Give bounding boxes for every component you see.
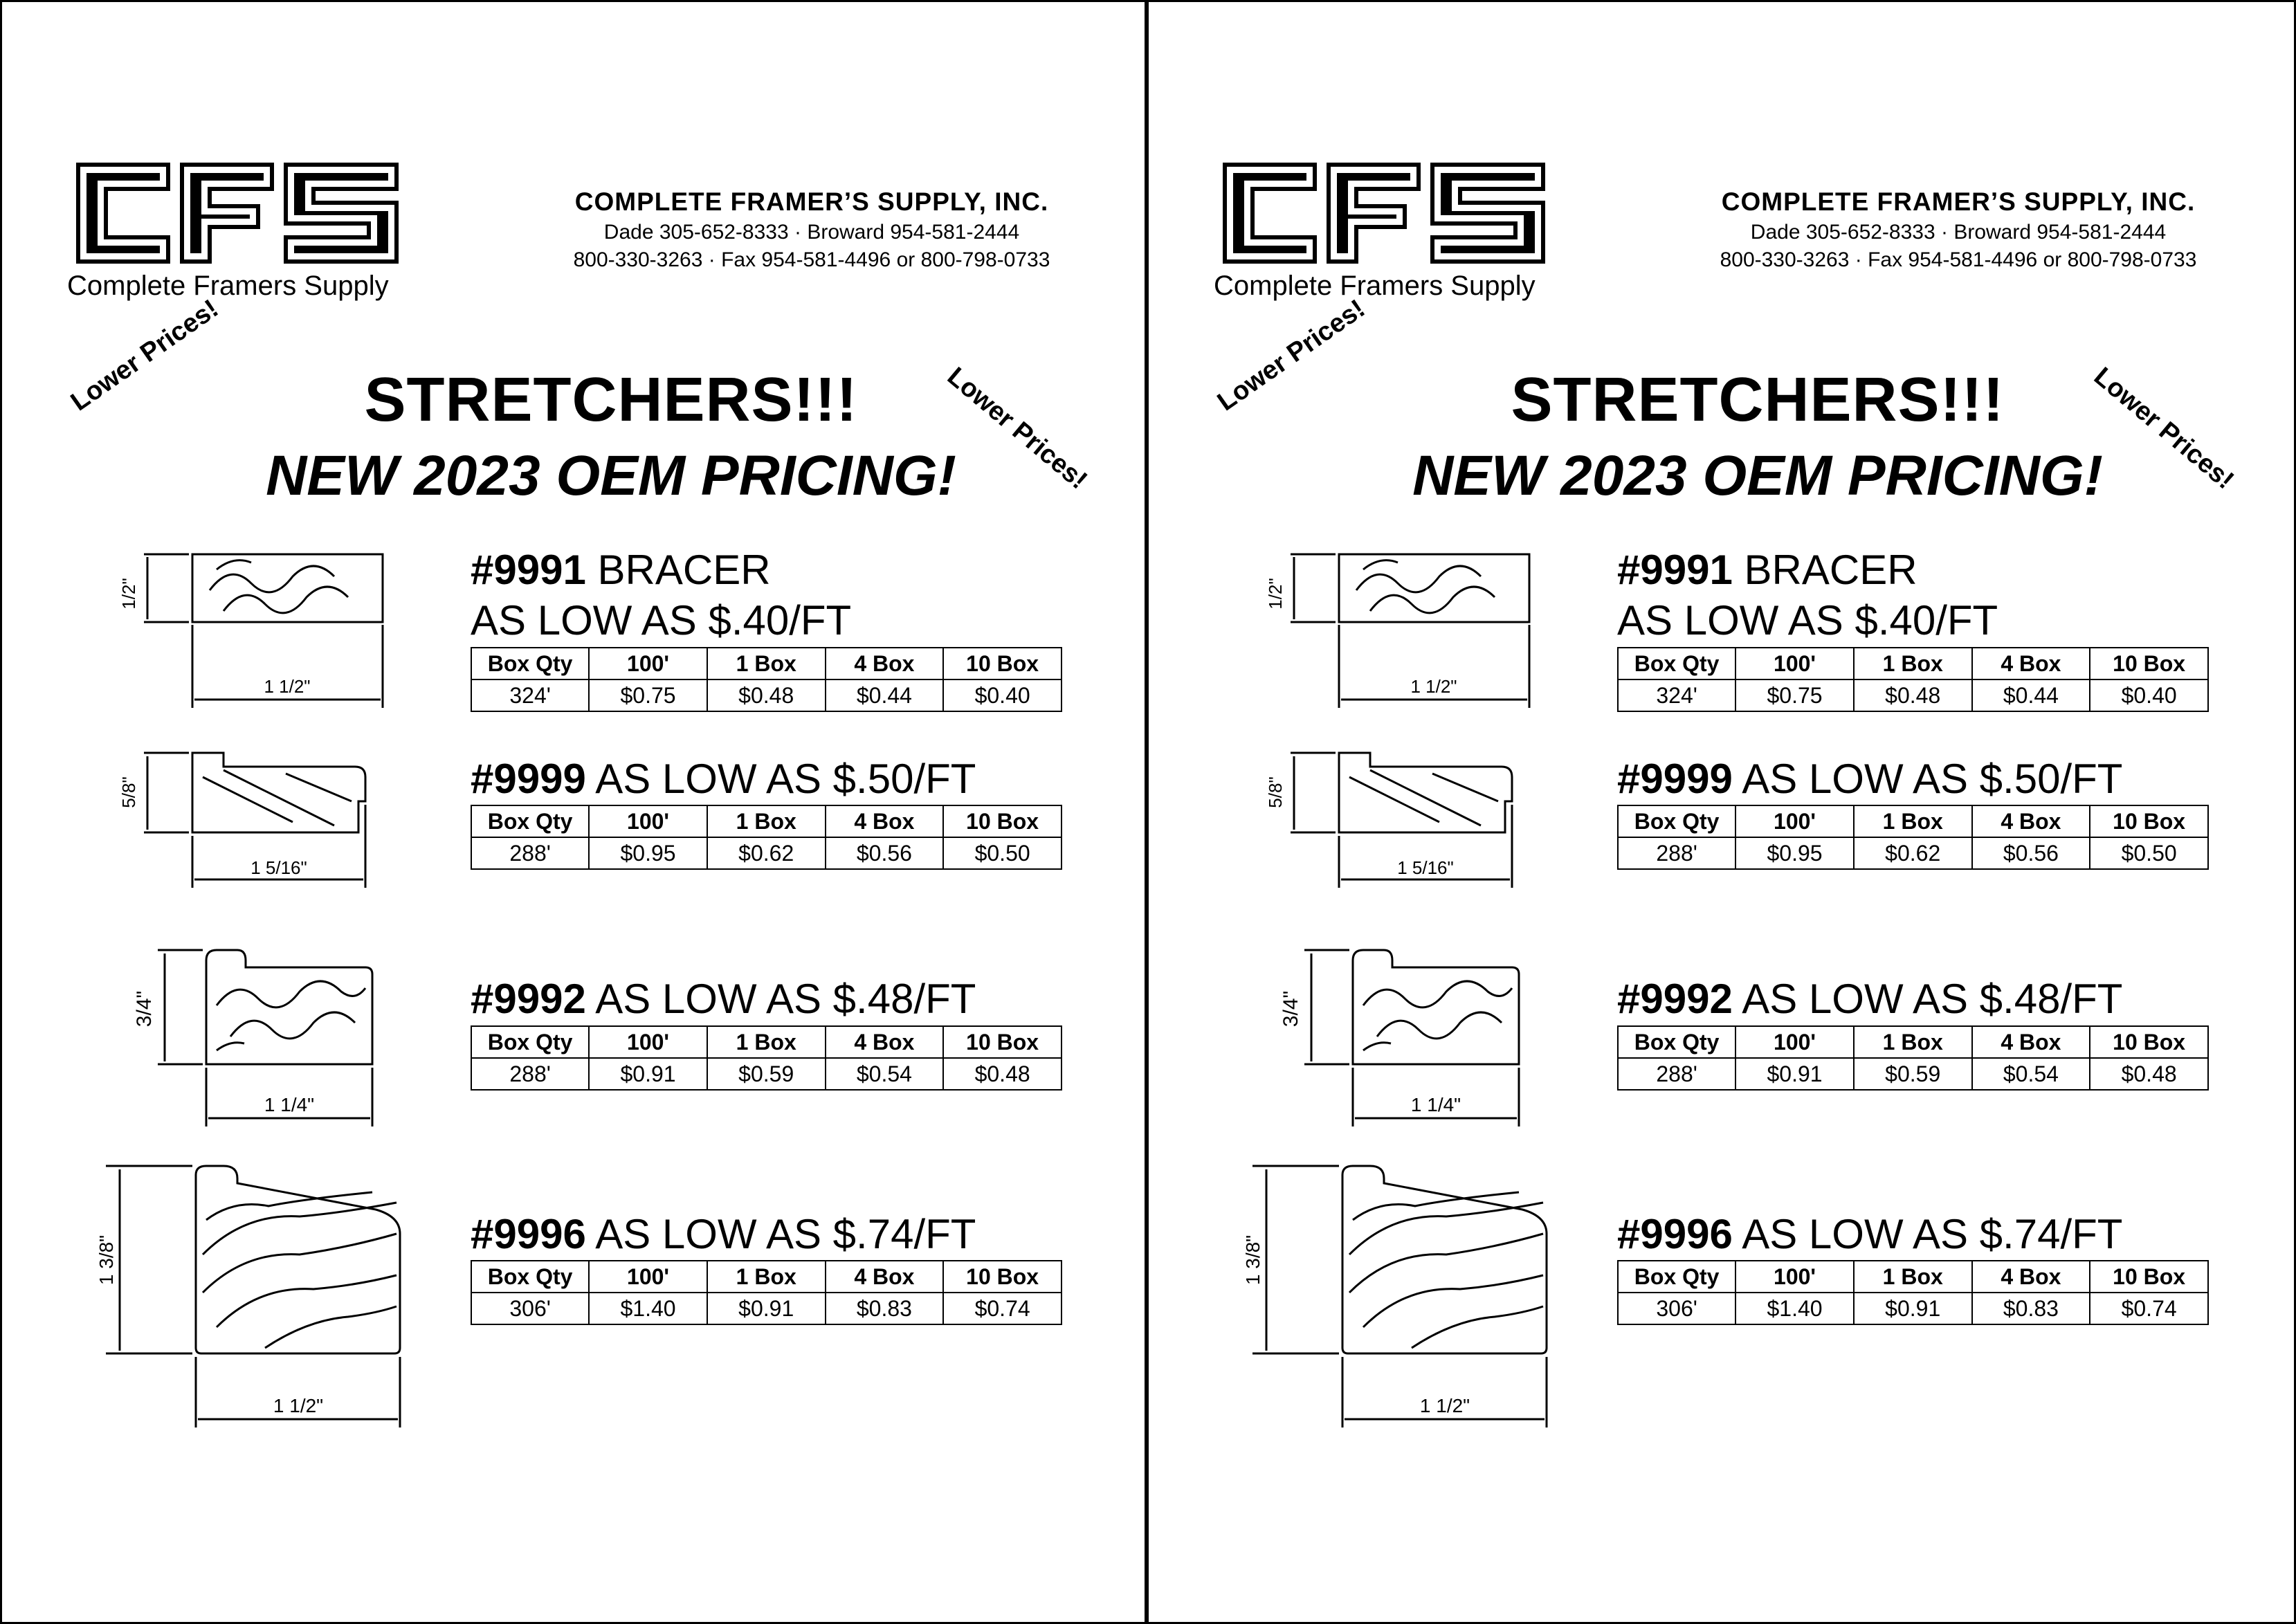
logo-caption: Complete Framers Supply (1214, 271, 1536, 301)
table-header-row (471, 1261, 1062, 1293)
table-header-cell: Box Qty (471, 1026, 589, 1058)
table-header-row (471, 1026, 1062, 1058)
item-9992-title (1617, 974, 2122, 1024)
table-header-cell: 1 Box (1854, 1261, 1972, 1293)
table-header-cell: 100' (1735, 1261, 1854, 1293)
table-cell: $0.91 (1735, 1058, 1854, 1090)
table-cell: $0.48 (2090, 1058, 2208, 1090)
width-label-9999: 1 5/16" (250, 857, 307, 878)
table-cell: 324' (1618, 679, 1735, 711)
profile-9991-diagram (1259, 542, 1550, 715)
table-cell: $0.50 (2090, 837, 2208, 869)
table-cell: $0.56 (826, 837, 944, 869)
company-info (1716, 188, 2201, 272)
table-header-row (1618, 1261, 2208, 1293)
item-title-rest: BRACER (1732, 547, 1917, 593)
table-header-cell: 100' (1735, 648, 1854, 679)
table-cell: $0.95 (589, 837, 707, 869)
table-header-cell: 100' (589, 648, 707, 679)
table-cell: $0.91 (1854, 1293, 1972, 1324)
item-9991-price-line: AS LOW AS $.40/FT (1617, 597, 1998, 644)
profile-9999-diagram (1259, 736, 1550, 895)
price-table-9991 (471, 647, 1062, 712)
table-header-cell: 4 Box (1972, 805, 2090, 837)
table-header-cell: 100' (589, 805, 707, 837)
item-number: #9999 (471, 756, 586, 802)
item-9999-title (1617, 754, 2122, 804)
height-label-9999: 5/8" (1265, 776, 1286, 808)
headline-stretchers: STRETCHERS!!! (364, 365, 858, 435)
item-9991-title (1617, 545, 1917, 595)
profile-9999-diagram (113, 736, 403, 895)
height-label-9996: 1 3/8" (1242, 1234, 1264, 1286)
table-header-cell: 10 Box (943, 1026, 1062, 1058)
item-9991-price-line: AS LOW AS $.40/FT (471, 597, 852, 644)
table-cell: $0.83 (826, 1293, 944, 1324)
item-number: #9996 (1617, 1211, 1733, 1257)
item-title-rest: AS LOW AS $.48/FT (585, 976, 976, 1022)
price-table-9992 (471, 1025, 1062, 1091)
table-header-cell: 10 Box (943, 805, 1062, 837)
company-info (570, 188, 1054, 272)
table-cell: $0.40 (2090, 679, 2208, 711)
table-header-cell: 10 Box (943, 1261, 1062, 1293)
height-label-9996: 1 3/8" (95, 1234, 117, 1286)
table-cell: $0.91 (707, 1293, 826, 1324)
flyer-page-right (1147, 0, 2296, 1624)
table-row (471, 1293, 1062, 1324)
table-header-row (1618, 1026, 2208, 1058)
table-header-cell: Box Qty (471, 648, 589, 679)
table-header-row (471, 648, 1062, 679)
table-cell: $0.75 (589, 679, 707, 711)
price-table-9992 (1617, 1025, 2209, 1091)
promo-lower-prices-right: Lower Prices! (2088, 362, 2239, 495)
table-header-cell: 4 Box (826, 805, 944, 837)
price-table-9996 (471, 1260, 1062, 1325)
table-cell: 324' (471, 679, 589, 711)
height-label-9992: 3/4" (1279, 990, 1302, 1028)
price-table-9996 (1617, 1260, 2209, 1325)
table-header-cell: 100' (1735, 1026, 1854, 1058)
table-header-cell: 4 Box (826, 1261, 944, 1293)
profile-9992-diagram (113, 940, 403, 1133)
cfs-logo (71, 158, 403, 268)
width-label-9991: 1 1/2" (1410, 676, 1457, 697)
table-header-cell: Box Qty (471, 805, 589, 837)
table-cell: $0.74 (943, 1293, 1062, 1324)
table-header-cell: 10 Box (2090, 1261, 2208, 1293)
height-label-9991: 1/2" (118, 578, 139, 610)
item-number: #9992 (471, 976, 586, 1022)
table-cell: $0.48 (1854, 679, 1972, 711)
width-label-9992: 1 1/4" (1410, 1094, 1461, 1115)
table-cell: $0.54 (826, 1058, 944, 1090)
table-cell: $0.44 (1972, 679, 2090, 711)
table-cell: $0.62 (1854, 837, 1972, 869)
table-header-cell: 10 Box (2090, 1026, 2208, 1058)
table-row (471, 679, 1062, 711)
cfs-logo (1218, 158, 1550, 268)
table-cell: $0.59 (707, 1058, 826, 1090)
headline (161, 362, 1061, 514)
table-header-row (1618, 805, 2208, 837)
table-header-cell: Box Qty (1618, 648, 1735, 679)
table-cell: $0.54 (1972, 1058, 2090, 1090)
promo-lower-prices-right: Lower Prices! (942, 362, 1093, 495)
company-name: COMPLETE FRAMER’S SUPPLY, INC. (1721, 188, 2196, 216)
item-9999-title (471, 754, 976, 804)
table-cell: $0.83 (1972, 1293, 2090, 1324)
item-title-rest: AS LOW AS $.74/FT (1732, 1211, 2123, 1257)
item-number: #9991 (471, 547, 586, 593)
table-header-cell: 1 Box (707, 648, 826, 679)
price-table-9991 (1617, 647, 2209, 712)
height-label-9999: 5/8" (118, 776, 139, 808)
promo-lower-prices-left: Lower Prices! (66, 294, 224, 417)
flyer-page-left (0, 0, 1147, 1624)
table-header-cell: 10 Box (2090, 648, 2208, 679)
width-label-9996: 1 1/2" (273, 1395, 324, 1416)
table-header-cell: 1 Box (707, 1026, 826, 1058)
item-9996-title (1617, 1210, 2122, 1259)
phone-line-1: Dade 305-652-8333 · Broward 954-581-2444 (1750, 221, 2167, 244)
profile-9991-diagram (113, 542, 403, 715)
width-label-9999: 1 5/16" (1397, 857, 1454, 878)
headline-oem-pricing: NEW 2023 OEM PRICING! (1412, 444, 2103, 507)
profile-9992-diagram (1259, 940, 1550, 1133)
table-cell: $0.74 (2090, 1293, 2208, 1324)
width-label-9991: 1 1/2" (264, 676, 311, 697)
price-table-9999 (1617, 805, 2209, 870)
table-header-cell: Box Qty (471, 1261, 589, 1293)
company-name: COMPLETE FRAMER’S SUPPLY, INC. (574, 188, 1049, 216)
table-header-cell: Box Qty (1618, 805, 1735, 837)
table-cell: $1.40 (589, 1293, 707, 1324)
table-cell: $0.95 (1735, 837, 1854, 869)
table-header-cell: 4 Box (1972, 1026, 2090, 1058)
promo-lower-prices-left: Lower Prices! (1212, 294, 1371, 417)
table-header-cell: 4 Box (826, 1026, 944, 1058)
table-row (1618, 1293, 2208, 1324)
item-title-rest: AS LOW AS $.50/FT (1732, 756, 2123, 802)
table-header-cell: 10 Box (943, 648, 1062, 679)
table-header-cell: 1 Box (1854, 805, 1972, 837)
item-title-rest: AS LOW AS $.48/FT (1732, 976, 2123, 1022)
table-header-cell: 100' (589, 1261, 707, 1293)
height-label-9992: 3/4" (133, 990, 156, 1028)
phone-line-2: 800-330-3263 · Fax 954-581-4496 or 800-798-0733 (573, 248, 1050, 271)
table-header-cell: 1 Box (1854, 1026, 1972, 1058)
table-header-cell: 1 Box (707, 805, 826, 837)
item-number: #9991 (1617, 547, 1733, 593)
table-cell: $0.56 (1972, 837, 2090, 869)
table-header-cell: 100' (589, 1026, 707, 1058)
headline-oem-pricing: NEW 2023 OEM PRICING! (266, 444, 956, 507)
table-header-row (471, 805, 1062, 837)
price-table-9999 (471, 805, 1062, 870)
item-9996-title (471, 1210, 976, 1259)
table-header-cell: 100' (1735, 805, 1854, 837)
table-cell: 288' (471, 1058, 589, 1090)
table-cell: 288' (1618, 837, 1735, 869)
item-number: #9992 (1617, 976, 1733, 1022)
table-cell: $0.59 (1854, 1058, 1972, 1090)
table-cell: 288' (1618, 1058, 1735, 1090)
width-label-9996: 1 1/2" (1419, 1395, 1470, 1416)
table-header-cell: 4 Box (1972, 648, 2090, 679)
item-9991-title (471, 545, 771, 595)
table-header-cell: 1 Box (1854, 648, 1972, 679)
table-row (1618, 1058, 2208, 1090)
table-header-cell: Box Qty (1618, 1026, 1735, 1058)
table-cell: 306' (1618, 1293, 1735, 1324)
table-cell: $0.75 (1735, 679, 1854, 711)
table-header-row (1618, 648, 2208, 679)
table-cell: $0.48 (943, 1058, 1062, 1090)
phone-line-2: 800-330-3263 · Fax 954-581-4496 or 800-798-0733 (1720, 248, 2197, 271)
table-cell: $1.40 (1735, 1293, 1854, 1324)
width-label-9992: 1 1/4" (264, 1094, 315, 1115)
table-row (471, 837, 1062, 869)
table-row (1618, 679, 2208, 711)
table-cell: $0.50 (943, 837, 1062, 869)
profile-9996-diagram (1242, 1158, 1564, 1434)
headline-stretchers: STRETCHERS!!! (1511, 365, 2005, 435)
table-cell: 306' (471, 1293, 589, 1324)
item-number: #9999 (1617, 756, 1733, 802)
profile-9996-diagram (95, 1158, 417, 1434)
table-cell: 288' (471, 837, 589, 869)
table-header-cell: 4 Box (826, 648, 944, 679)
item-9992-title (471, 974, 976, 1024)
item-title-rest: AS LOW AS $.50/FT (585, 756, 976, 802)
table-header-cell: Box Qty (1618, 1261, 1735, 1293)
table-row (1618, 837, 2208, 869)
table-cell: $0.62 (707, 837, 826, 869)
table-cell: $0.40 (943, 679, 1062, 711)
height-label-9991: 1/2" (1265, 578, 1286, 610)
table-cell: $0.91 (589, 1058, 707, 1090)
table-cell: $0.48 (707, 679, 826, 711)
item-title-rest: AS LOW AS $.74/FT (585, 1211, 976, 1257)
table-cell: $0.44 (826, 679, 944, 711)
table-header-cell: 4 Box (1972, 1261, 2090, 1293)
headline (1308, 362, 2207, 514)
table-row (471, 1058, 1062, 1090)
table-header-cell: 10 Box (2090, 805, 2208, 837)
item-number: #9996 (471, 1211, 586, 1257)
table-header-cell: 1 Box (707, 1261, 826, 1293)
logo-caption: Complete Framers Supply (67, 271, 389, 301)
phone-line-1: Dade 305-652-8333 · Broward 954-581-2444 (603, 221, 1020, 244)
item-title-rest: BRACER (585, 547, 771, 593)
